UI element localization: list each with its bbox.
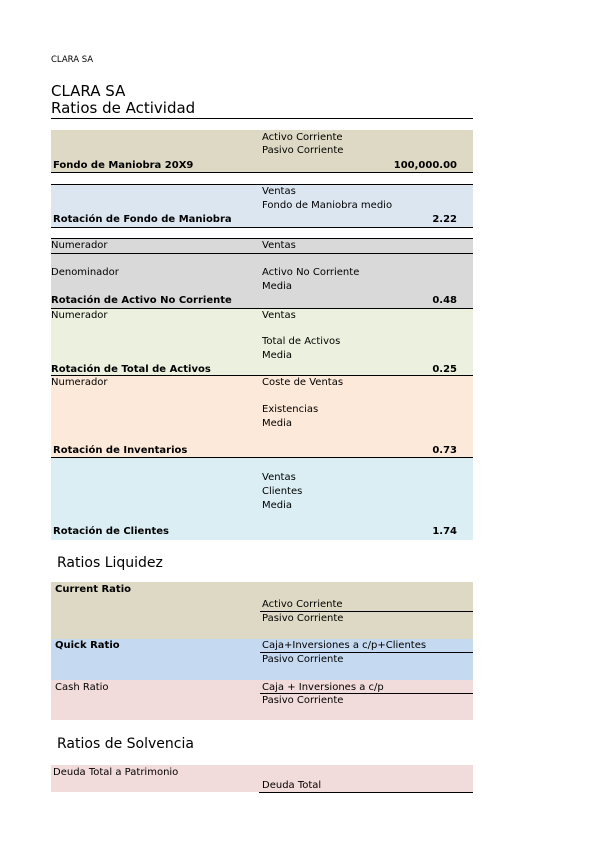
rot-ta-label: Rotación de Total de Activos (51, 364, 211, 375)
rot-inv-line1: Coste de Ventas (262, 377, 344, 388)
rot-cli-value: 1.74 (432, 526, 457, 537)
rot-fondo-value: 2.22 (432, 214, 457, 225)
rot-fondo-label: Rotación de Fondo de Maniobra (53, 214, 232, 225)
title-underline (51, 118, 473, 119)
rot-inv-line2: Existencias (262, 404, 319, 415)
rot-ta-line2: Total de Activos (262, 336, 341, 347)
rot-ta-value: 0.25 (432, 364, 457, 375)
rot-ta-line3: Media (262, 350, 293, 361)
quick-ratio-block (51, 639, 473, 680)
rot-cli-line3: Media (262, 500, 293, 511)
rot-anc-label: Rotación de Activo No Corriente (51, 295, 232, 306)
rot-fondo-line2: Fondo de Maniobra medio (262, 200, 393, 211)
rot-cli-label: Rotación de Clientes (53, 526, 169, 537)
rot-activo-nc-block (51, 239, 473, 308)
rot-anc-den-line1: Activo No Corriente (262, 267, 360, 278)
deuda-block (51, 765, 473, 792)
cash-ratio-block (51, 680, 473, 720)
quick-ratio-label: Quick Ratio (55, 640, 120, 651)
fondo-value: 100,000.00 (393, 160, 457, 171)
rot-inv-numerador-label: Numerador (51, 377, 108, 388)
rot-fondo-block (51, 185, 473, 227)
page-title: Ratios de Actividad (51, 99, 196, 117)
rot-inv-line3: Media (262, 418, 293, 429)
rot-clientes-block (51, 458, 473, 540)
current-ratio-num: Activo Corriente (262, 599, 343, 610)
rot-cli-line1: Ventas (262, 472, 296, 483)
rot-anc-den-line2: Media (262, 281, 293, 292)
rot-ta-line1: Ventas (262, 310, 296, 321)
divider (51, 172, 473, 173)
quick-ratio-num: Caja+Inversiones a c/p+Clientes (262, 640, 427, 651)
cash-ratio-label: Cash Ratio (55, 682, 109, 693)
rot-anc-numerador-label: Numerador (51, 240, 108, 251)
rot-anc-numerador-value: Ventas (262, 240, 296, 251)
quick-ratio-den: Pasivo Corriente (262, 654, 344, 665)
deuda-num: Deuda Total (262, 780, 322, 791)
rot-total-activos-block (51, 309, 473, 375)
fondo-label: Fondo de Maniobra 20X9 (53, 160, 194, 171)
company-name: CLARA SA (51, 82, 126, 100)
rot-anc-denominador-label: Denominador (51, 267, 119, 278)
current-ratio-den: Pasivo Corriente (262, 613, 344, 624)
solvencia-title: Ratios de Solvencia (57, 736, 194, 752)
running-header: CLARA SA (51, 55, 94, 65)
cash-ratio-num: Caja + Inversiones a c/p (262, 682, 384, 693)
rot-inventarios-block (51, 376, 473, 457)
cash-ratio-den: Pasivo Corriente (262, 695, 344, 706)
rot-inv-value: 0.73 (432, 445, 457, 456)
rot-cli-line2: Clientes (262, 486, 303, 497)
liquidez-title: Ratios Liquidez (57, 555, 163, 571)
fondo-maniobra-block (51, 130, 473, 172)
rot-fondo-line1: Ventas (262, 186, 296, 197)
rot-inv-label: Rotación de Inventarios (53, 445, 188, 456)
fondo-line1: Activo Corriente (262, 132, 343, 143)
rot-ta-numerador-label: Numerador (51, 310, 108, 321)
divider (51, 227, 473, 228)
fraction-line (259, 792, 473, 793)
current-ratio-block (51, 582, 473, 639)
current-ratio-label: Current Ratio (55, 584, 132, 595)
deuda-label: Deuda Total a Patrimonio (53, 767, 179, 778)
fondo-line2: Pasivo Corriente (262, 145, 344, 156)
rot-anc-value: 0.48 (432, 295, 457, 306)
divider (51, 253, 473, 254)
